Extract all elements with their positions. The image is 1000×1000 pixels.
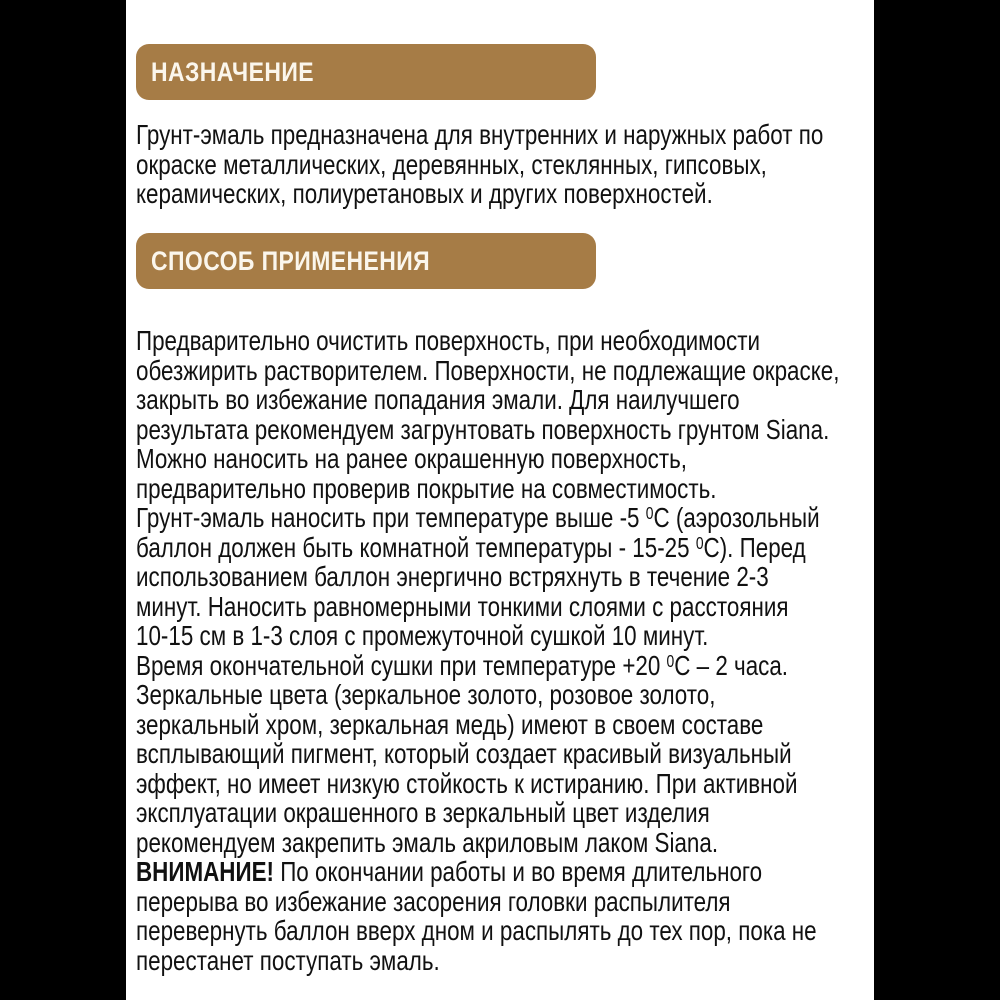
text-line: минут. Наносить равномерными тонкими слоями с расстояния bbox=[136, 590, 789, 622]
left-black-bar bbox=[0, 0, 126, 1000]
text-line: обезжирить растворителем. Поверхности, не подлежащие окраске, bbox=[136, 354, 840, 386]
text-line: 10-15 см в 1-3 слоя с промежуточной сушкой 10 минут. bbox=[136, 620, 709, 651]
text-line: всплывающий пигмент, который создает красивый визуальный bbox=[136, 738, 792, 769]
text-line: результата рекомендуем загрунтовать поверхность грунтом Siana. bbox=[136, 413, 830, 445]
text-line: керамических, полиуретановых и других поверхностей. bbox=[136, 178, 713, 209]
text-line: использованием баллон энергично встряхнуть в течение 2-3 bbox=[136, 561, 769, 592]
application-section-title: СПОСОБ ПРИМЕНЕНИЯ bbox=[151, 245, 431, 276]
label-page bbox=[126, 0, 874, 1000]
text-line: Грунт-эмаль наносить при температуре выше -5 $^0$С (аэрозольный bbox=[136, 502, 820, 533]
text-line: окраске металлических, деревянных, стеклянных, гипсовых, bbox=[136, 148, 767, 180]
text-line: рекомендуем закрепить эмаль акриловым лаком Siana. bbox=[136, 826, 719, 858]
application-text bbox=[136, 326, 1000, 975]
text-line: перерыва во избежание засорения головки распылителя bbox=[136, 885, 731, 917]
text-line: эффект, но имеет низкую стойкость к истиранию. При активной bbox=[136, 767, 798, 799]
text-line: Предварительно очистить поверхность, при необходимости bbox=[136, 325, 760, 356]
purpose-text bbox=[136, 120, 995, 209]
superscript-degree: 0 bbox=[695, 532, 704, 553]
text-line: Время окончательной сушки при температуре +20 $^0$С – 2 часа. bbox=[136, 649, 789, 681]
purpose-section-title: НАЗНАЧЕНИЕ bbox=[151, 56, 314, 87]
text-line: Грунт-эмаль предназначена для внутренних и наружных работ по bbox=[136, 119, 824, 150]
text-line: Можно наносить на ранее окрашенную поверхность, bbox=[136, 443, 687, 474]
text-line: перестанет поступать эмаль. bbox=[136, 944, 440, 976]
text-line: баллон должен быть комнатной температуры - 15-25 $^0$С). Перед bbox=[136, 531, 806, 563]
attention-label: ВНИМАНИЕ! bbox=[136, 856, 274, 887]
text-line: предварительно проверив покрытие на совместимость. bbox=[136, 472, 717, 504]
text-line: перевернуть баллон вверх дном и распылять до тех пор, пока не bbox=[136, 915, 817, 946]
text-line: Зеркальные цвета (зеркальное золото, розовое золото, bbox=[136, 679, 716, 710]
text-line: ВНИМАНИЕ! По окончании работы и во время длительного bbox=[136, 856, 763, 887]
section-header-application bbox=[136, 233, 596, 289]
section-header-purpose bbox=[136, 44, 596, 100]
text-line: зеркальный хром, зеркальная медь) имеют в своем составе bbox=[136, 708, 764, 740]
superscript-degree: 0 bbox=[645, 503, 654, 524]
superscript-degree: 0 bbox=[666, 650, 675, 671]
text-line: закрыть во избежание попадания эмали. Для наилучшего bbox=[136, 384, 740, 415]
text-line: эксплуатации окрашенного в зеркальный цвет изделия bbox=[136, 797, 710, 828]
